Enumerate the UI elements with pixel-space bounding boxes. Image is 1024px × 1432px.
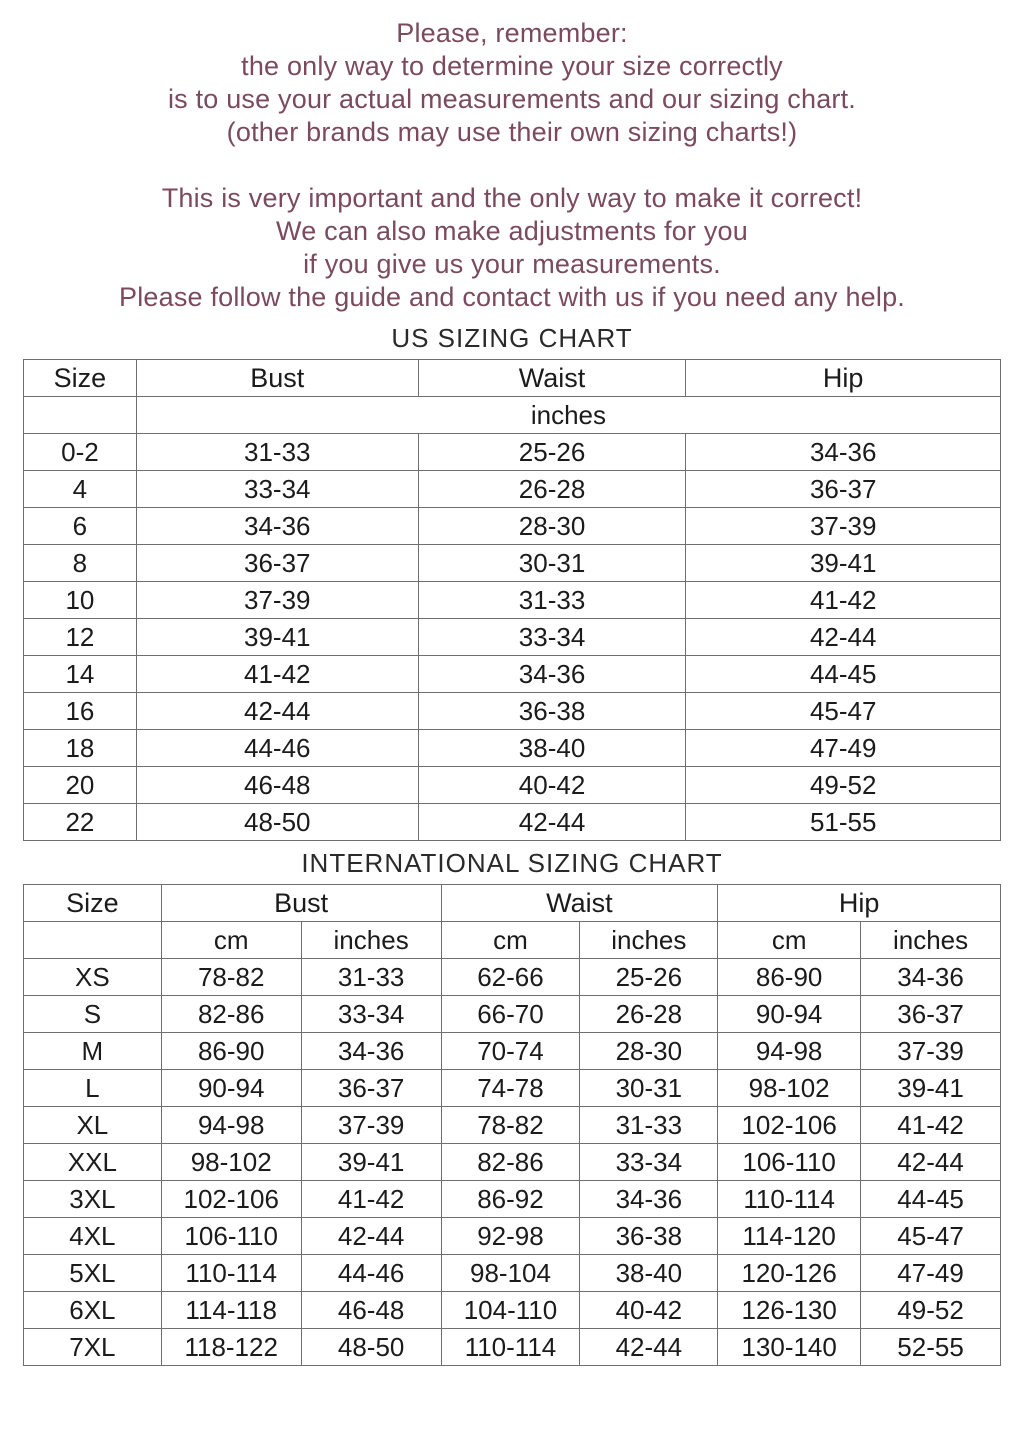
measurement-cell: 86-92 [441,1181,580,1218]
measurement-cell: 114-118 [161,1292,301,1329]
measurement-cell: 52-55 [861,1329,1001,1366]
header-row [24,885,1001,922]
intro-line: (other brands may use their own sizing charts!) [226,117,798,147]
measurement-cell: 36-37 [861,996,1001,1033]
unit-label-inches: inches [861,922,1001,959]
measurement-cell: 130-140 [718,1329,861,1366]
measurement-cell: 49-52 [686,767,1001,804]
measurement-cell: 82-86 [161,996,301,1033]
size-cell: 4 [24,471,137,508]
measurement-cell: 41-42 [686,582,1001,619]
size-cell: 6XL [24,1292,162,1329]
size-cell: 6 [24,508,137,545]
measurement-cell: 98-102 [718,1070,861,1107]
measurement-cell: 44-45 [686,656,1001,693]
empty-cell [24,922,162,959]
unit-label-cm: cm [718,922,861,959]
measurement-cell: 40-42 [580,1292,718,1329]
measurement-cell: 66-70 [441,996,580,1033]
size-cell: L [24,1070,162,1107]
measurement-cell: 92-98 [441,1218,580,1255]
column-header-bust: Bust [136,360,418,397]
table-row [24,767,1001,804]
size-cell: XS [24,959,162,996]
table-row [24,1181,1001,1218]
column-header-bust: Bust [161,885,441,922]
measurement-cell: 33-34 [580,1144,718,1181]
unit-label-cm: cm [161,922,301,959]
size-cell: 20 [24,767,137,804]
table-row [24,619,1001,656]
measurement-cell: 33-34 [418,619,686,656]
intro-line: the only way to determine your size correctly [241,51,783,81]
intro-line: is to use your actual measurements and our sizing chart. [167,84,857,114]
measurement-cell: 94-98 [161,1107,301,1144]
table-row [24,804,1001,841]
table-row [24,959,1001,996]
table-row [24,545,1001,582]
size-cell: 8 [24,545,137,582]
column-header-waist: Waist [441,885,718,922]
intl-chart-title: INTERNATIONAL SIZING CHART [301,848,723,878]
measurement-cell: 30-31 [418,545,686,582]
header-row [24,360,1001,397]
measurement-cell: 106-110 [161,1218,301,1255]
table-row [24,656,1001,693]
measurement-cell: 42-44 [136,693,418,730]
size-cell: 5XL [24,1255,162,1292]
measurement-cell: 34-36 [136,508,418,545]
us-chart-title: US SIZING CHART [391,323,633,353]
table-row [24,1255,1001,1292]
measurement-cell: 36-38 [418,693,686,730]
table-row [24,471,1001,508]
measurement-cell: 36-37 [686,471,1001,508]
size-cell: 18 [24,730,137,767]
measurement-cell: 45-47 [686,693,1001,730]
measurement-cell: 39-41 [861,1070,1001,1107]
measurement-cell: 44-46 [136,730,418,767]
intro-line: We can also make adjustments for you [276,216,748,246]
measurement-cell: 51-55 [686,804,1001,841]
column-header-hip: Hip [718,885,1001,922]
table-row [24,1329,1001,1366]
table-row [24,1144,1001,1181]
measurement-cell: 102-106 [161,1181,301,1218]
measurement-cell: 126-130 [718,1292,861,1329]
measurement-cell: 39-41 [686,545,1001,582]
us-table-body [24,434,1001,841]
measurement-cell: 74-78 [441,1070,580,1107]
measurement-cell: 34-36 [861,959,1001,996]
measurement-cell: 34-36 [418,656,686,693]
measurement-cell: 39-41 [136,619,418,656]
measurement-cell: 118-122 [161,1329,301,1366]
size-cell: 12 [24,619,137,656]
intro-line: Please follow the guide and contact with us if you need any help. [118,282,905,312]
measurement-cell: 26-28 [418,471,686,508]
column-header-size: Size [24,360,137,397]
unit-label-inches: inches [580,922,718,959]
measurement-cell: 42-44 [861,1144,1001,1181]
measurement-cell: 37-39 [136,582,418,619]
measurement-cell: 42-44 [301,1218,441,1255]
measurement-cell: 44-45 [861,1181,1001,1218]
intro-line: This is very important and the only way to make it correct! [161,183,863,213]
measurement-cell: 46-48 [301,1292,441,1329]
intl-sizing-table [23,884,1001,1366]
measurement-cell: 41-42 [861,1107,1001,1144]
measurement-cell: 62-66 [441,959,580,996]
intl-table-body [24,959,1001,1366]
measurement-cell: 42-44 [686,619,1001,656]
unit-row [24,922,1001,959]
measurement-cell: 28-30 [580,1033,718,1070]
measurement-cell: 31-33 [418,582,686,619]
table-row [24,996,1001,1033]
measurement-cell: 98-102 [161,1144,301,1181]
measurement-cell: 110-114 [441,1329,580,1366]
unit-label-inches: inches [136,397,1000,434]
measurement-cell: 25-26 [418,434,686,471]
unit-label-inches: inches [301,922,441,959]
size-cell: M [24,1033,162,1070]
table-row [24,1033,1001,1070]
intro-paragraph-1 [0,17,1024,149]
table-row [24,1070,1001,1107]
measurement-cell: 110-114 [718,1181,861,1218]
measurement-cell: 46-48 [136,767,418,804]
measurement-cell: 90-94 [161,1070,301,1107]
size-cell: 3XL [24,1181,162,1218]
measurement-cell: 26-28 [580,996,718,1033]
measurement-cell: 38-40 [418,730,686,767]
measurement-cell: 36-37 [301,1070,441,1107]
table-row [24,1218,1001,1255]
table-row [24,582,1001,619]
measurement-cell: 28-30 [418,508,686,545]
intro-line: Please, remember: [396,18,628,48]
measurement-cell: 34-36 [686,434,1001,471]
measurement-cell: 42-44 [418,804,686,841]
measurement-cell: 39-41 [301,1144,441,1181]
measurement-cell: 102-106 [718,1107,861,1144]
intl-table-header [24,885,1001,959]
size-cell: XXL [24,1144,162,1181]
size-cell: 10 [24,582,137,619]
size-cell: 0-2 [24,434,137,471]
table-row [24,1292,1001,1329]
measurement-cell: 86-90 [718,959,861,996]
measurement-cell: 48-50 [136,804,418,841]
us-sizing-table [23,359,1001,841]
measurement-cell: 49-52 [861,1292,1001,1329]
measurement-cell: 34-36 [580,1181,718,1218]
measurement-cell: 48-50 [301,1329,441,1366]
intro-paragraph-2 [0,182,1024,314]
measurement-cell: 36-37 [136,545,418,582]
table-row [24,1107,1001,1144]
size-cell: XL [24,1107,162,1144]
measurement-cell: 110-114 [161,1255,301,1292]
measurement-cell: 37-39 [301,1107,441,1144]
size-cell: 7XL [24,1329,162,1366]
intro-line: if you give us your measurements. [303,249,721,279]
empty-cell [24,397,137,434]
intro-text-block [0,0,1024,314]
measurement-cell: 30-31 [580,1070,718,1107]
measurement-cell: 40-42 [418,767,686,804]
column-header-hip: Hip [686,360,1001,397]
measurement-cell: 37-39 [861,1033,1001,1070]
measurement-cell: 41-42 [136,656,418,693]
unit-label-cm: cm [441,922,580,959]
measurement-cell: 33-34 [136,471,418,508]
table-row [24,434,1001,471]
column-header-size: Size [24,885,162,922]
measurement-cell: 37-39 [686,508,1001,545]
table-row [24,730,1001,767]
measurement-cell: 42-44 [580,1329,718,1366]
measurement-cell: 31-33 [136,434,418,471]
measurement-cell: 78-82 [441,1107,580,1144]
measurement-cell: 47-49 [686,730,1001,767]
size-cell: S [24,996,162,1033]
measurement-cell: 106-110 [718,1144,861,1181]
measurement-cell: 120-126 [718,1255,861,1292]
measurement-cell: 90-94 [718,996,861,1033]
measurement-cell: 31-33 [580,1107,718,1144]
us-table-header [24,360,1001,434]
measurement-cell: 36-38 [580,1218,718,1255]
measurement-cell: 114-120 [718,1218,861,1255]
table-row [24,508,1001,545]
measurement-cell: 33-34 [301,996,441,1033]
measurement-cell: 45-47 [861,1218,1001,1255]
measurement-cell: 38-40 [580,1255,718,1292]
measurement-cell: 31-33 [301,959,441,996]
measurement-cell: 41-42 [301,1181,441,1218]
measurement-cell: 44-46 [301,1255,441,1292]
measurement-cell: 78-82 [161,959,301,996]
measurement-cell: 82-86 [441,1144,580,1181]
measurement-cell: 25-26 [580,959,718,996]
measurement-cell: 34-36 [301,1033,441,1070]
unit-row [24,397,1001,434]
measurement-cell: 70-74 [441,1033,580,1070]
column-header-waist: Waist [418,360,686,397]
measurement-cell: 104-110 [441,1292,580,1329]
size-cell: 22 [24,804,137,841]
measurement-cell: 98-104 [441,1255,580,1292]
measurement-cell: 47-49 [861,1255,1001,1292]
size-cell: 4XL [24,1218,162,1255]
measurement-cell: 94-98 [718,1033,861,1070]
size-cell: 16 [24,693,137,730]
measurement-cell: 86-90 [161,1033,301,1070]
table-row [24,693,1001,730]
size-cell: 14 [24,656,137,693]
